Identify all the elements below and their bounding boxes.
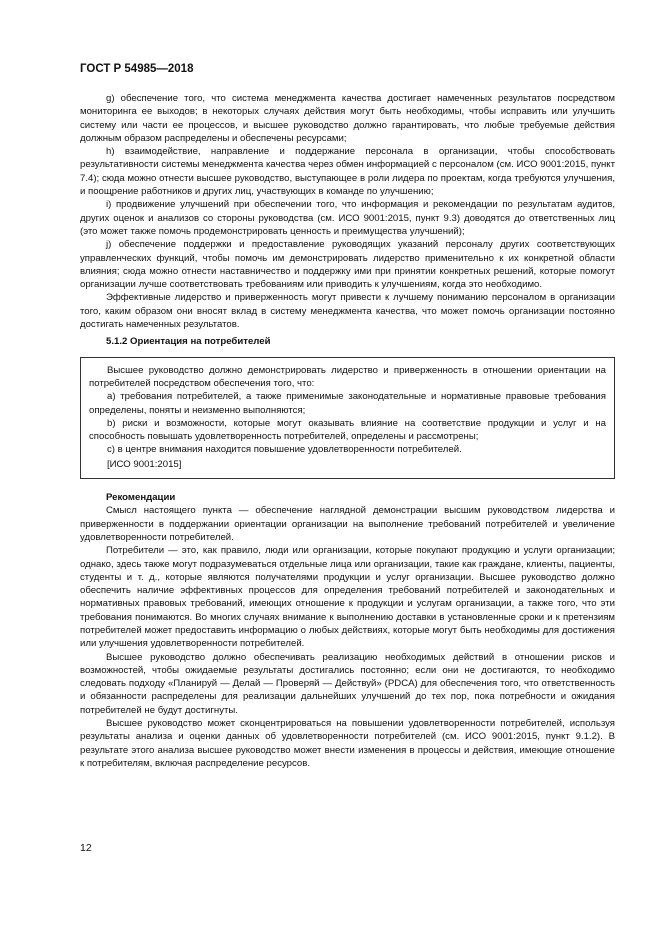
box-item-a: a) требования потребителей, а также применимые законодательные и нормативные правовые требования определены, поняты и неизменно выполняются; <box>89 391 606 416</box>
document-header: ГОСТ Р 54985—2018 <box>80 63 194 75</box>
list-item-h: h) взаимодействие, направление и поддержание персонала в организации, чтобы способствовать результативности системы менеджмента качества через обмен информацией с персоналом (см. ИСО 9001:2015, пункт 7.4); сюда можно отнести высшее руководство, выступающее в роли лидера по проектам, когда требуются улучшения, и поощрение работников и других лиц, участвующих в команде по улучшению; <box>80 146 615 198</box>
list-item-g: g) обеспечение того, что система менеджмента качества достигает намеченных результатов посредством мониторинга ее выходов; в некоторых случаях действия могут быть необходимы, чтобы исправить или улучшить систему или части ее процессов, и высшее руководство должно гарантировать, что любые требуемые действия должным образом распределены и обеспечены ресурсами; <box>80 93 615 144</box>
body-paragraph: Высшее руководство должно обеспечивать реализацию необходимых действий в отношении рисков и возможностей, чтобы ожидаемые результаты достигались постоянно; если они не достигаются, то необходимо следовать подходу «Планируй — Делай — Проверяй — Действуй» (PDCA) для обеспечения того, что ответственность и обязанности распределены для реализации дальнейших улучшений до тех пор, пока потребности и ожидания потребителей не будут достигнуты. <box>80 651 615 716</box>
list-item-j: j) обеспечение поддержки и предоставление руководящих указаний персоналу других соответствующих управленческих функций, чтобы помочь им демонстрировать лидерство применительно к их конкретной области влияния; сюда можно отнести наставничество и поддержку ими при принятии конкретных решений, которые помогут организации лучше соответствовать требованиям или приводить к улучшениям, когда это необходимо. <box>80 239 615 291</box>
page-body <box>80 92 615 770</box>
section-title: 5.1.2 Ориентация на потребителей <box>106 336 271 348</box>
body-paragraph: Эффективные лидерство и приверженность могут привести к лучшему пониманию персоналом в организации того, каким образом они вносят вклад в систему менеджмента качества, что может помочь организации постоянно достигать намеченных результатов. <box>80 292 615 331</box>
box-paragraph: Высшее руководство должно демонстрировать лидерство и приверженность в отношении ориентации на потребителей посредством обеспечения того, что: <box>89 364 606 389</box>
page-number: 12 <box>80 842 92 854</box>
quoted-requirement-box <box>80 357 615 479</box>
recommendations-heading: Рекомендации <box>106 492 176 504</box>
body-paragraph: Потребители — это, как правило, люди или организации, которые покупают продукцию и услуги организации; однако, здесь также могут подразумеваться отдельные лица или организации, такие как граждане, клиенты, пациенты, студенты и т. д., которые являются получателями продукции и услуг организации. Высшее руководство должно обеспечить наличие эффективных процессов для определения требований потребителей и законодательных и нормативных правовых требований, имеющих отношение к продукции и услугам организации, а также того, что эти требования понимаются. Во многих случаях внимание к выполнению доставки в установленные сроки и к претензиям потребителей может предоставить информацию о любых действиях, которые могут быть необходимы для достижения или улучшения удовлетворенности потребителей. <box>80 545 615 650</box>
box-reference: [ИСО 9001:2015] <box>107 458 182 470</box>
body-paragraph: Смысл настоящего пункта — обеспечение наглядной демонстрации высшим руководством лидерства и приверженности в поддержании ориентации организации на выполнение требований потребителей и увеличение удовлетворенности потребителей. <box>80 505 615 543</box>
list-item-i: i) продвижение улучшений при обеспечении того, что информация и рекомендации по результатам аудитов, других оценок и анализов со стороны руководства (см. ИСО 9001:2015, пункт 9.3) доводятся до ответственных лиц (это может также помочь продемонстрировать ценность и преимущества улучшений); <box>80 199 615 237</box>
body-paragraph: Высшее руководство может сконцентрироваться на повышении удовлетворенности потребителей, используя результаты анализа и оценки данных об удовлетворенности потребителей (см. ИСО 9001:2015, пункт 9.1.2). В результате этого анализа высшее руководство может внести изменения в процессы и действия, имеющие отношение к потребителям, включая распределение ресурсов. <box>80 718 615 769</box>
box-item-c: c) в центре внимания находится повышение удовлетворенности потребителей. <box>107 444 462 456</box>
box-item-b: b) риски и возможности, которые могут оказывать влияние на соответствие продукции и услуг и на способность повышать удовлетворенность потребителей, определены и рассмотрены; <box>89 417 606 443</box>
